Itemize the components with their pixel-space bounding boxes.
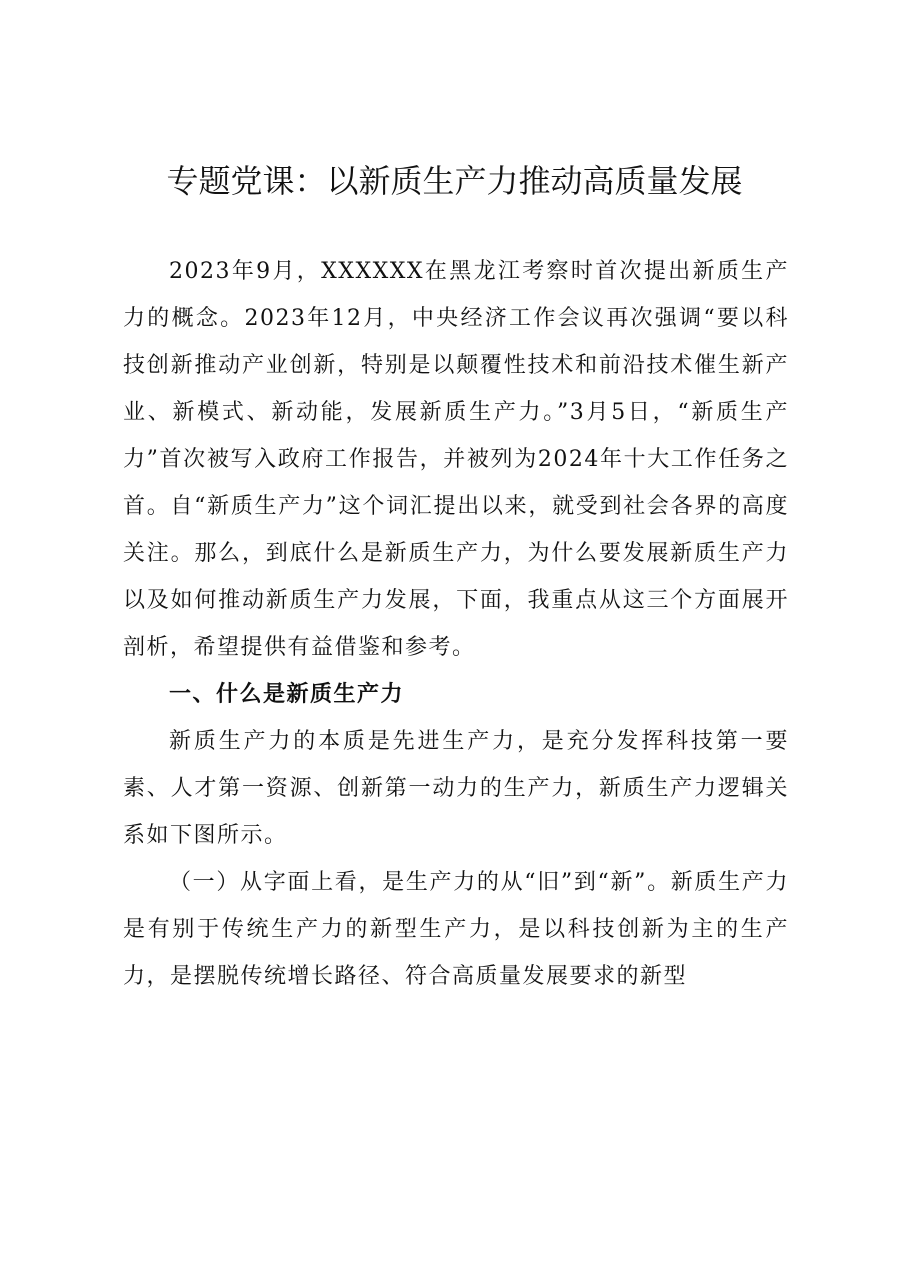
subsection-paragraph: （一）从字面上看，是生产力的从“旧”到“新”。新质生产力是有别于传统生产力的新型生产力，是以科技创新为主的生产力，是摆脱传统增长路径、符合高质量发展要求的新型: [123, 870, 789, 989]
document-title: 专题党课：以新质生产力推动高质量发展: [166, 162, 743, 200]
intro-paragraph: 2023年9月，XXXXXX在黑龙江考察时首次提出新质生产力的概念。2023年12月，中央经济工作会议再次强调“要以科技创新推动产业创新，特别是以颠覆性技术和前沿技术催生新产业、新模式、新动能，发展新质生产力。”3月5日，“新质生产力”首次被写入政府工作报告，并被列为2024年十大工作任务之首。自“新质生产力”这个词汇提出以来，就受到社会各界的高度关注。那么，到底什么是新质生产力，为什么要发展新质生产力以及如何推动新质生产力发展，下面，我重点从这三个方面展开剖析，希望提供有益借鉴和参考。: [123, 259, 789, 660]
body-paragraph: 新质生产力的本质是先进生产力，是充分发挥科技第一要素、人才第一资源、创新第一动力的生产力，新质生产力逻辑关系如下图所示。: [123, 729, 789, 848]
section-heading: 一、什么是新质生产力: [169, 682, 405, 707]
document-body: [123, 248, 789, 1000]
